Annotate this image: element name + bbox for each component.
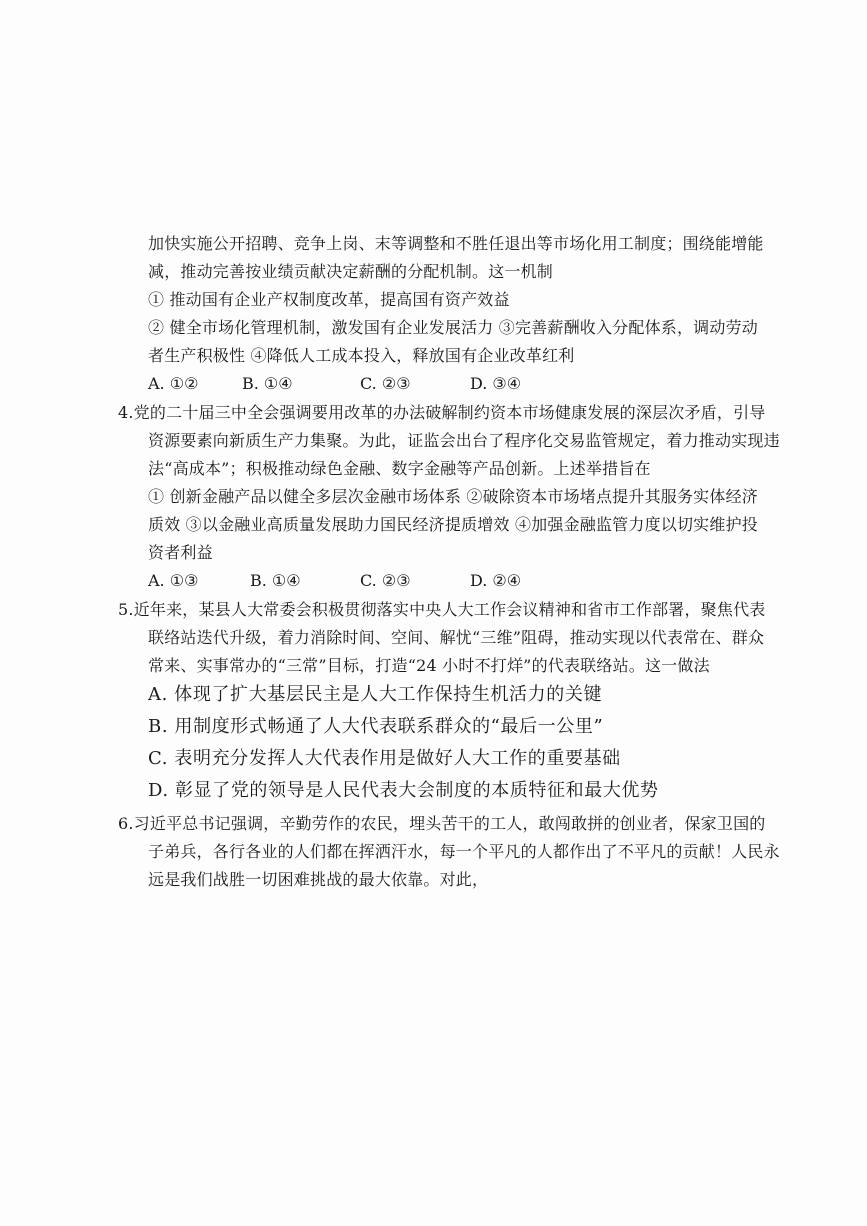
q4-stem-line-2: 资源要素向新质生产力集聚。为此，证监会出台了程序化交易监管规定，着力推动实现违 [148, 431, 780, 450]
option-b[interactable]: B. ①④ [250, 571, 301, 590]
q3-options [148, 374, 648, 394]
q6-stem-line-1: 6.习近平总书记强调，辛勤劳作的农民，埋头苦干的工人，敢闯敢拼的创业者，保家卫国的 [118, 814, 766, 833]
q4-options [148, 571, 648, 591]
q4-statement-2: 质效 ③以金融业高质量发展助力国民经济提质增效 ④加强金融监管力度以切实维护投 [148, 515, 758, 534]
q5-stem-line-1: 5.近年来，某县人大常委会积极贯彻落实中央人大工作会议精神和省市工作部署，聚焦代表 [118, 600, 766, 619]
q3-stem-line-1: 加快实施公开招聘、竞争上岗、末等调整和不胜任退出等市场化用工制度；围绕能增能 [148, 234, 764, 253]
q4-stem-line-1: 4.党的二十届三中全会强调要用改革的办法破解制约资本市场健康发展的深层次矛盾，引导 [118, 403, 766, 422]
q5-option-a[interactable]: A. 体现了扩大基层民主是人大工作保持生机活力的关键 [148, 684, 603, 705]
q6-stem-line-3: 远是我们战胜一切困难挑战的最大依靠。对此， [148, 870, 489, 889]
q4-statement-3: 资者利益 [148, 543, 213, 562]
q4-statement-1: ① 创新金融产品以健全多层次金融市场体系 ②破除资本市场堵点提升其服务实体经济 [148, 487, 758, 506]
q5-stem-line-3: 常来、实事常办的“三常”目标，打造“24 小时不打烊”的代表联络站。这一做法 [148, 656, 710, 675]
q5-option-d[interactable]: D. 彰显了党的领导是人民代表大会制度的本质特征和最大优势 [148, 780, 659, 801]
option-b[interactable]: B. ①④ [242, 374, 293, 393]
option-a[interactable]: A. ①③ [148, 571, 199, 590]
q5-option-c[interactable]: C. 表明充分发挥人大代表作用是做好人大工作的重要基础 [148, 748, 621, 769]
q4-stem-line-3: 法“高成本”；积极推动绿色金融、数字金融等产品创新。上述举措旨在 [148, 459, 651, 478]
option-c[interactable]: C. ②③ [360, 571, 411, 590]
q3-statement-3: 者生产积极性 ④降低人工成本投入，释放国有企业改革红利 [148, 346, 575, 365]
option-d[interactable]: D. ②④ [470, 571, 522, 590]
q3-statement-2: ② 健全市场化管理机制，激发国有企业发展活力 ③完善薪酬收入分配体系，调动劳动 [148, 318, 758, 337]
q5-option-b[interactable]: B. 用制度形式畅通了人大代表联系群众的“最后一公里” [148, 716, 604, 737]
q3-statement-1: ① 推动国有企业产权制度改革，提高国有资产效益 [148, 290, 510, 309]
q6-stem-line-2: 子弟兵，各行各业的人们都在挥洒汗水，每一个平凡的人都作出了不平凡的贡献！人民永 [148, 842, 780, 861]
q5-stem-line-2: 联络站迭代升级，着力消除时间、空间、解忧“三维”阻碍，推动实现以代表常在、群众 [148, 628, 765, 647]
option-d[interactable]: D. ③④ [470, 374, 522, 393]
option-a[interactable]: A. ①② [148, 374, 199, 393]
option-c[interactable]: C. ②③ [360, 374, 411, 393]
q3-stem-line-2: 减，推动完善按业绩贡献决定薪酬的分配机制。这一机制 [148, 262, 554, 281]
